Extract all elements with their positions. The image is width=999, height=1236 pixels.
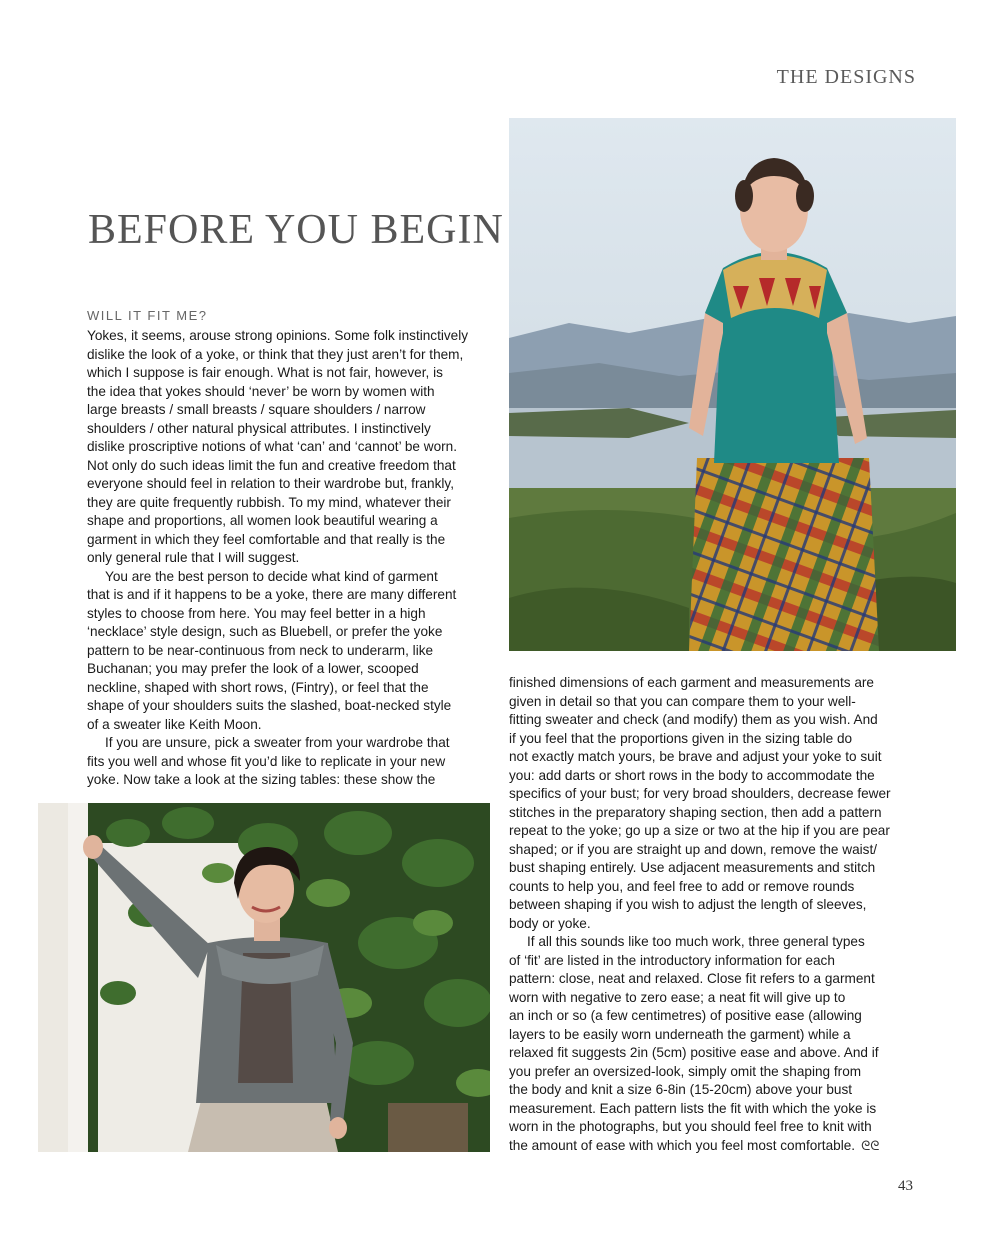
text-line: you: add darts or short rows in the body to accommodate the <box>509 767 875 783</box>
text-line: measurement. Each pattern lists the fit with which the yoke is <box>509 1100 877 1116</box>
text-line: worn with negative to zero ease; a neat fit will give up to <box>509 989 846 1005</box>
text-line: of ‘fit’ are listed in the introductory information for each <box>509 952 835 968</box>
text-line: given in detail so that you can compare them to your well- <box>509 693 856 709</box>
text-line: shoulders / other natural physical attributes. I instinctively <box>87 420 431 436</box>
text-line: If you are unsure, pick a sweater from your wardrobe that <box>105 735 450 750</box>
text-line: not exactly match yours, be brave and adjust your yoke to suit <box>509 749 882 764</box>
text-line: styles to choose from here. You may feel better in a high <box>87 605 426 621</box>
right-text-column <box>509 674 914 1155</box>
text-line: finished dimensions of each garment and measurements are <box>509 675 874 690</box>
text-line: bust shaping entirely. Use adjacent measurements and stitch <box>509 860 876 875</box>
text-line: garment in which they feel comfortable and that really is the <box>87 531 446 547</box>
text-line: repeat to the yoke; go up a size or two at the hip if you are pear <box>509 823 890 838</box>
text-line-content: the amount of ease with which you feel most comfortable. <box>509 1137 856 1153</box>
text-line: body or yoke. <box>509 915 591 931</box>
text-line: yoke. Now take a look at the sizing tables: these show the <box>87 772 436 787</box>
text-line: if you feel that the proportions given in the sizing table do <box>509 730 853 746</box>
text-line: ‘necklace’ style design, such as Bluebell, or prefer the yoke <box>87 624 443 639</box>
text-line: pattern to be near-continuous from neck to underarm, like <box>87 642 434 658</box>
text-line: between shaping if you wish to adjust the length of sleeves, <box>509 897 867 912</box>
text-line: layers to be easily worn underneath the garment) while a <box>509 1026 851 1042</box>
page-title: BEFORE YOU BEGIN <box>88 207 504 253</box>
section-heading: WILL IT FIT ME? <box>87 308 208 323</box>
text-line: worn in the photographs, but you should feel free to knit with <box>509 1119 872 1134</box>
text-line: If all this sounds like too much work, three general types <box>527 934 865 949</box>
text-line: fits you well and whose fit you’d like to replicate in your new <box>87 753 446 769</box>
text-line: they are quite frequently rubbish. To my mind, whatever their <box>87 494 451 510</box>
text-line: shape of your shoulders suits the slashed, boat-necked style <box>87 698 452 713</box>
text-line: dislike proscriptive notions of what ‘can’ and ‘cannot’ be worn. <box>87 439 457 454</box>
text-line: stitches in the preparatory shaping section, then add a pattern <box>509 804 882 820</box>
text-line: that is and if it happens to be a yoke, there are many different <box>87 587 457 602</box>
text-line: neckline, shaped with short rows, (Fintry), or feel that the <box>87 679 429 695</box>
text-line: dislike the look of a yoke, or think that they just aren’t for them, <box>87 346 464 362</box>
text-line: an inch or so (a few centimetres) of positive ease (allowing <box>509 1008 862 1023</box>
text-line <box>509 1137 914 1156</box>
text-line: of a sweater like Keith Moon. <box>87 716 262 732</box>
left-text-column <box>87 327 492 790</box>
text-line: relaxed fit suggests 2in (5cm) positive ease and above. And if <box>509 1045 879 1060</box>
text-line: fitting sweater and check (and modify) them as you wish. And <box>509 712 878 727</box>
text-line: which I suppose is fair enough. What is not fair, however, is <box>87 365 443 380</box>
text-line: pattern: close, neat and relaxed. Close fit refers to a garment <box>509 971 875 986</box>
text-line: shape and proportions, all women look beautiful wearing a <box>87 513 438 528</box>
text-line: Yokes, it seems, arouse strong opinions. Some folk instinctively <box>87 328 469 343</box>
text-line: You are the best person to decide what kind of garment <box>105 568 438 584</box>
text-line: only general rule that I will suggest. <box>87 550 300 565</box>
photo-lace-cardigan-ivy <box>38 803 490 1152</box>
running-header: THE DESIGNS <box>776 66 916 88</box>
text-line: everyone should feel in relation to their wardrobe but, frankly, <box>87 476 454 491</box>
text-line: large breasts / small breasts / square shoulders / narrow <box>87 402 426 417</box>
photo-yoke-sweater-lake <box>509 118 956 651</box>
text-line: Buchanan; you may prefer the look of a lower, scooped <box>87 661 419 676</box>
text-line: you prefer an oversized-look, simply omit the shaping from <box>509 1063 862 1079</box>
text-line: shaped; or if you are straight up and down, remove the waist/ <box>509 841 877 857</box>
text-line: counts to help you, and feel free to add or remove rounds <box>509 878 855 894</box>
page-number: 43 <box>898 1178 913 1194</box>
text-line: the idea that yokes should ‘never’ be worn by women with <box>87 383 435 399</box>
text-line: the body and knit a size 6-8in (15-20cm) above your bust <box>509 1082 853 1097</box>
end-mark: ᘓᘓ <box>861 1137 880 1153</box>
text-line: specifics of your bust; for very broad shoulders, decrease fewer <box>509 786 891 801</box>
text-line: Not only do such ideas limit the fun and creative freedom that <box>87 457 456 473</box>
